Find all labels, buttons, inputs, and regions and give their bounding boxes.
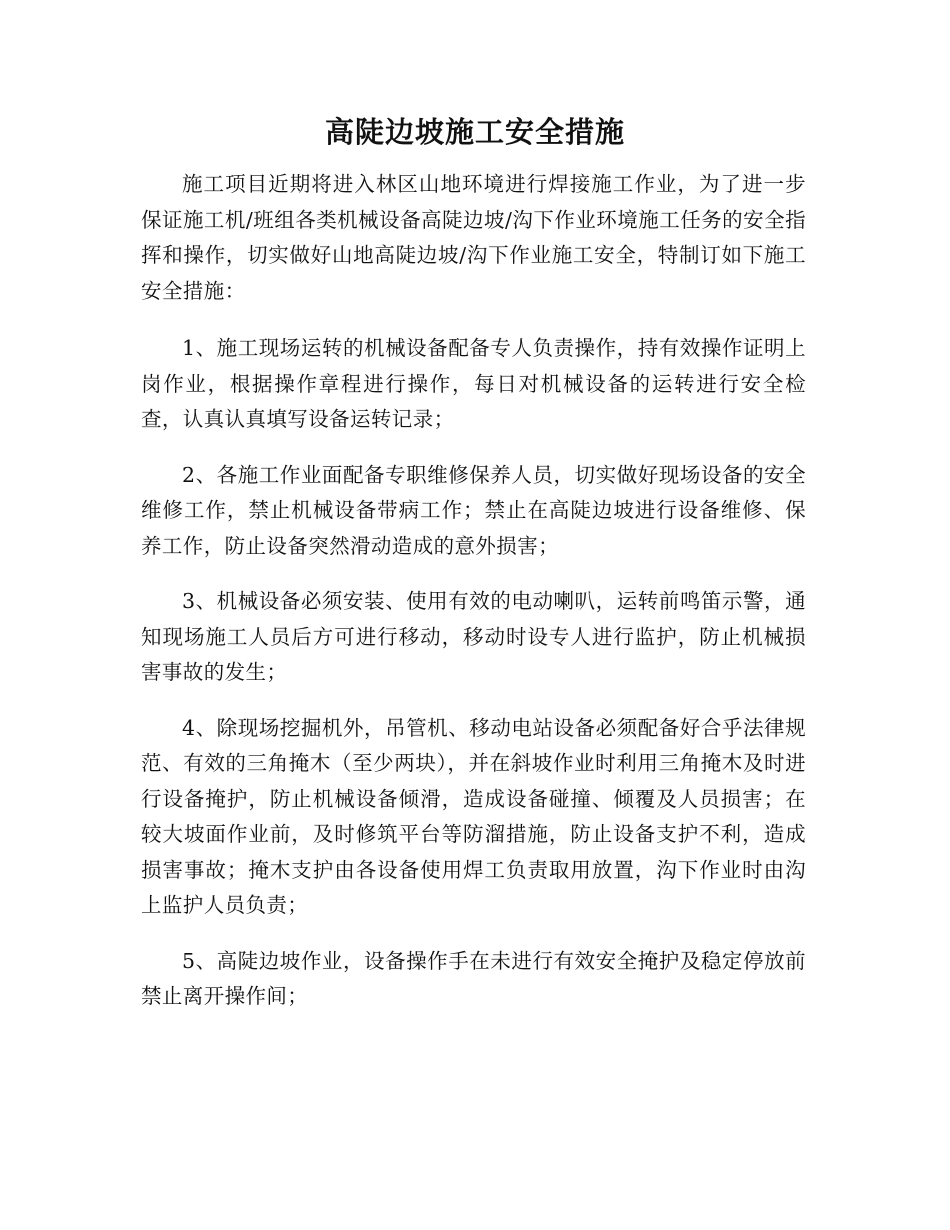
- document-body: [141, 167, 806, 1035]
- measure-paragraph-1: 1、施工现场运转的机械设备配备专人负责操作，持有效操作证明上岗作业，根据操作章程进行操作，每日对机械设备的运转进行安全检查，认真认真填写设备运转记录；: [141, 336, 806, 431]
- measure-paragraph-4: 4、除现场挖掘机外，吊管机、移动电站设备必须配备好合乎法律规范、有效的三角掩木（至少两块），并在斜坡作业时利用三角掩木及时进行设备掩护，防止机械设备倾滑，造成设备碰撞、倾覆及人员损害；在较大坡面作业前，及时修筑平台等防溜措施，防止设备支护不利，造成损害事故；掩木支护由各设备使用焊工负责取用放置，沟下作业时由沟上监护人员负责；: [141, 715, 806, 917]
- page-title: 高陡边坡施工安全措施: [324, 115, 625, 149]
- measure-paragraph-3: 3、机械设备必须安装、使用有效的电动喇叭，运转前鸣笛示警，通知现场施工人员后方可进行移动，移动时设专人进行监护，防止机械损害事故的发生；: [141, 589, 806, 684]
- intro-paragraph: 施工项目近期将进入林区山地环境进行焊接施工作业，为了进一步保证施工机/班组各类机械设备高陡边坡/沟下作业环境施工任务的安全指挥和操作，切实做好山地高陡边坡/沟下作业施工安全，特制订如下施工安全措施：: [141, 172, 806, 303]
- measure-paragraph-2: 2、各施工作业面配备专职维修保养人员，切实做好现场设备的安全维修工作，禁止机械设备带病工作；禁止在高陡边坡进行设备维修、保养工作，防止设备突然滑动造成的意外损害；: [141, 462, 806, 558]
- measure-paragraph-5: 5、高陡边坡作业，设备操作手在未进行有效安全掩护及稳定停放前禁止离开操作间；: [141, 948, 806, 1008]
